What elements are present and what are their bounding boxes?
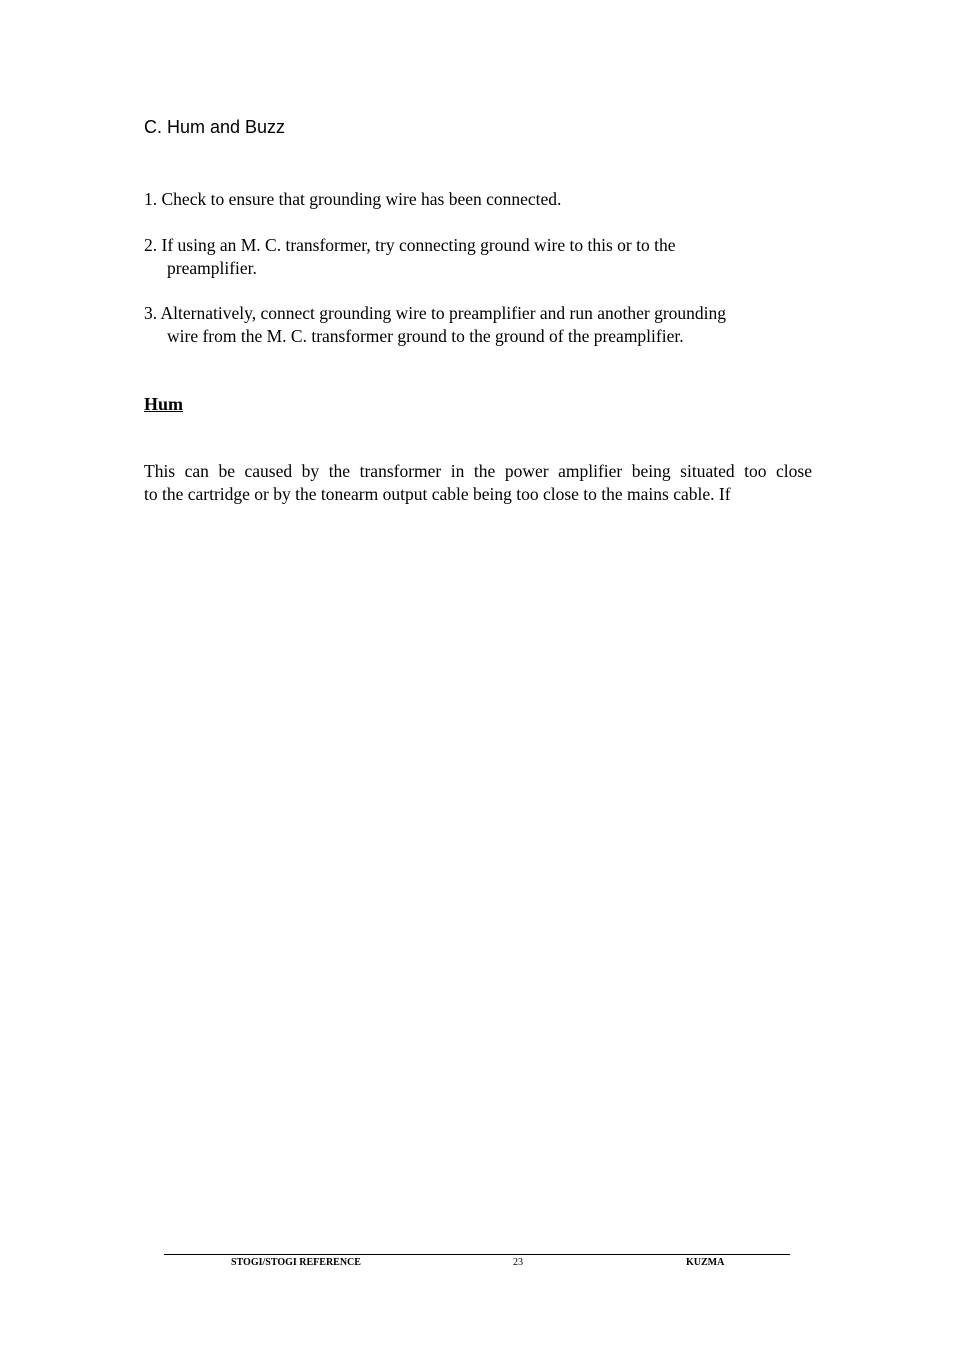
footer-rule [164,1254,790,1255]
hum-paragraph-line-2: to the cartridge or by the tonearm output cable being too close to the mains cable. If [144,484,731,504]
footer-page-number: 23 [513,1257,523,1268]
section-heading: C. Hum and Buzz [144,117,286,137]
list-item-3-line-2: wire from the M. C. transformer ground to the ground of the preamplifier. [167,326,684,346]
hum-heading: Hum [144,394,184,414]
footer-document-title: STOGI/STOGI REFERENCE [231,1257,361,1268]
list-item-1-text: 1. Check to ensure that grounding wire has been connected. [144,189,562,209]
list-item-2 [144,234,824,280]
hum-paragraph-line-1: This can be caused by the transformer in the power amplifier being situated too close [144,461,812,481]
list-item-2-line-1: 2. If using an M. C. transformer, try connecting ground wire to this or to the [144,235,676,255]
list-item-3-line-1: 3. Alternatively, connect grounding wire to preamplifier and run another grounding [144,303,727,323]
list-item-2-line-2: preamplifier. [167,258,257,278]
list-item-1 [144,188,824,211]
list-item-3 [144,302,824,348]
footer-brand: KUZMA [686,1257,725,1268]
hum-paragraph [144,460,812,506]
